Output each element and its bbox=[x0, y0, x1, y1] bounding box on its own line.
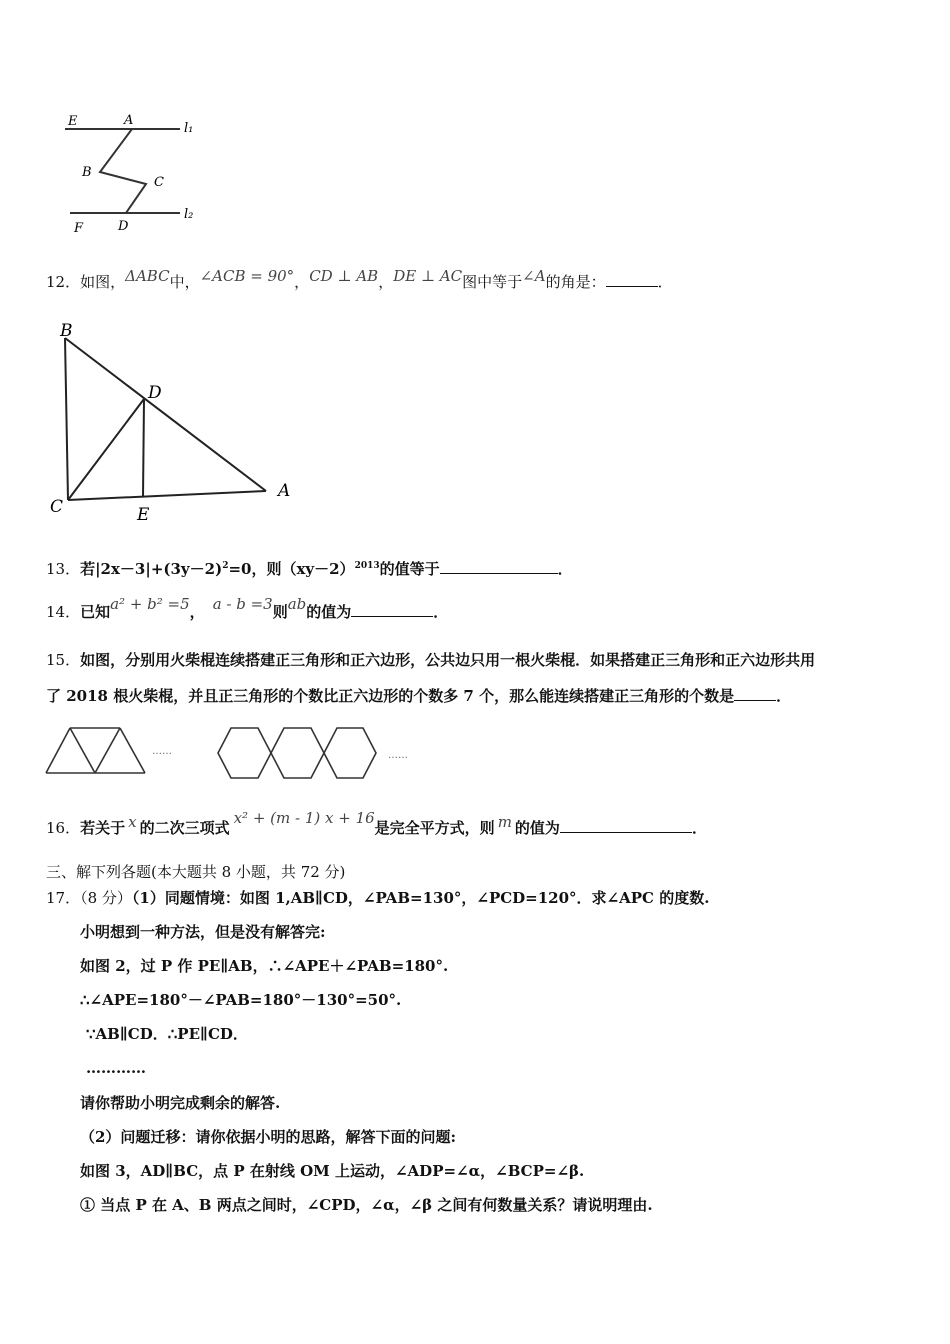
label-B: B bbox=[60, 321, 73, 341]
label-D: D bbox=[148, 383, 162, 403]
segment-cd bbox=[68, 399, 144, 500]
figure-parallel-lines bbox=[60, 108, 210, 240]
q13-sup-2: 2013 bbox=[354, 561, 380, 571]
side-ba bbox=[65, 338, 266, 491]
triangle-row bbox=[46, 728, 145, 773]
q13-text-2: =0，则（xy－2） bbox=[228, 560, 355, 578]
section-3-heading: 三、解下列各题(本大题共 8 小题，共 72 分) bbox=[46, 863, 346, 881]
label-F: F bbox=[74, 221, 84, 236]
question-17-line-2: 小明想到一种方法，但是没有解答完: bbox=[80, 923, 326, 941]
q14-text-3: 则 bbox=[272, 603, 288, 621]
question-17-line-1 bbox=[46, 888, 709, 908]
label-l2: l₂ bbox=[184, 207, 194, 222]
q16-answer-blank[interactable] bbox=[560, 818, 692, 833]
q14-text-2: ， bbox=[189, 603, 205, 621]
triangle-continuation-dots: …… bbox=[152, 746, 172, 757]
q12-text-1: 如图， bbox=[80, 273, 126, 291]
question-17-line-3: 如图 2，过 P 作 PE∥AB，∴∠APE＋∠PAB=180°. bbox=[80, 957, 449, 975]
q17-score: （8 分） bbox=[80, 889, 132, 907]
q12-math-cd-perp: CD ⊥ AB bbox=[309, 267, 379, 285]
q14-text-1: 已知 bbox=[80, 603, 111, 621]
q12-text-3: ， bbox=[294, 273, 310, 291]
q13-sup-1: 2 bbox=[222, 561, 229, 571]
q14-text-4: 的值为 bbox=[306, 603, 352, 621]
q12-text-2: 中， bbox=[169, 273, 200, 291]
question-14 bbox=[46, 595, 449, 622]
q12-text-4: ， bbox=[378, 273, 394, 291]
hexagon-continuation-dots: …… bbox=[388, 750, 408, 761]
q14-text-5: ． bbox=[433, 603, 449, 621]
q16-math-m: m bbox=[497, 813, 512, 831]
q14-answer-blank[interactable] bbox=[351, 602, 433, 617]
question-17-line-5: ∵AB∥CD．∴PE∥CD． bbox=[86, 1025, 248, 1043]
question-17-line-4: ∴∠APE=180°－∠PAB=180°－130°=50°. bbox=[80, 991, 402, 1009]
question-17-line-9: 如图 3，AD∥BC，点 P 在射线 OM 上运动，∠ADP=∠α，∠BCP=∠β. bbox=[80, 1162, 585, 1180]
q15-answer-blank[interactable] bbox=[734, 686, 776, 701]
q16-text-4: 的值为 bbox=[514, 819, 560, 837]
question-15-line-2 bbox=[46, 686, 791, 706]
figure-right-triangle bbox=[44, 318, 304, 528]
label-E: E bbox=[137, 505, 150, 525]
q16-text-1: 若关于 bbox=[80, 819, 126, 837]
q17-text-1: （1）同题情境：如图 1,AB∥CD，∠PAB=130°，∠PCD=120°．求∠APC 的度数. bbox=[131, 889, 710, 907]
q16-number: 16． bbox=[46, 819, 81, 837]
question-12 bbox=[46, 267, 673, 292]
q12-math-de-perp: DE ⊥ AC bbox=[393, 267, 463, 285]
q13-answer-blank[interactable] bbox=[440, 559, 558, 574]
label-C: C bbox=[154, 175, 164, 190]
q16-text-5: ． bbox=[691, 819, 707, 837]
q12-math-angle-a: ∠A bbox=[522, 267, 546, 285]
q16-text-2: 的二次三项式 bbox=[139, 819, 230, 837]
q12-math-triangle: ΔABC bbox=[125, 267, 170, 285]
label-A: A bbox=[124, 113, 134, 128]
label-A: A bbox=[278, 481, 291, 501]
question-17-line-8: （2）问题迁移：请你依据小明的思路，解答下面的问题: bbox=[80, 1128, 456, 1146]
label-B: B bbox=[82, 165, 92, 180]
hexagon-row bbox=[218, 728, 376, 778]
q12-math-angle: ∠ACB = 90° bbox=[199, 267, 295, 285]
question-15-line-1 bbox=[46, 650, 815, 670]
q12-answer-blank[interactable] bbox=[606, 272, 658, 287]
q12-number: 12． bbox=[46, 273, 81, 291]
label-D: D bbox=[118, 219, 129, 234]
question-17-line-7: 请你帮助小明完成剩余的解答. bbox=[80, 1094, 281, 1112]
q12-text-7: ． bbox=[657, 273, 673, 291]
zigzag-path bbox=[100, 129, 146, 213]
q16-text-3: 是完全平方式，则 bbox=[374, 819, 495, 837]
question-17-line-10: ① 当点 P 在 A、B 两点之间时，∠CPD，∠α，∠β 之间有何数量关系？请说明理由. bbox=[80, 1196, 653, 1214]
q12-text-5: 图中等于 bbox=[462, 273, 523, 291]
q15-number: 15． bbox=[46, 651, 81, 669]
q16-math-x: x bbox=[128, 813, 137, 831]
q13-text-4: ． bbox=[557, 560, 573, 578]
q15-text-2: 了 2018 根火柴棍，并且正三角形的个数比正六边形的个数多 7 个，那么能连续搭建正三角形的个数是 bbox=[46, 687, 735, 705]
q14-number: 14． bbox=[46, 603, 81, 621]
q14-math-difference: a - b =3 bbox=[212, 595, 273, 613]
q13-text-1: 若|2x－3|+(3y－2) bbox=[80, 560, 223, 578]
q13-number: 13． bbox=[46, 560, 81, 578]
q14-math-ab: ab bbox=[287, 595, 307, 613]
question-16 bbox=[46, 809, 707, 838]
q12-text-6: 的角是： bbox=[545, 273, 606, 291]
q15-text-1: 如图，分别用火柴棍连续搭建正三角形和正六边形，公共边只用一根火柴棍．如果搭建正三角形和正六边形共用 bbox=[80, 651, 816, 669]
side-bc bbox=[65, 338, 68, 500]
segment-de bbox=[143, 399, 144, 497]
q17-number: 17． bbox=[46, 889, 81, 907]
question-13 bbox=[46, 556, 573, 579]
label-C: C bbox=[50, 497, 64, 517]
figure-matchsticks bbox=[40, 718, 420, 788]
label-l1: l₁ bbox=[184, 121, 194, 136]
q15-text-3: ． bbox=[776, 687, 792, 705]
q16-math-trinomial: x² + (m - 1) x + 16 bbox=[233, 809, 375, 827]
side-ca bbox=[68, 491, 266, 500]
q14-math-sum-squares: a² + b² =5 bbox=[110, 595, 190, 613]
label-E: E bbox=[68, 114, 78, 129]
question-17-line-6: ………… bbox=[86, 1059, 146, 1077]
q13-text-3: 的值等于 bbox=[379, 560, 440, 578]
